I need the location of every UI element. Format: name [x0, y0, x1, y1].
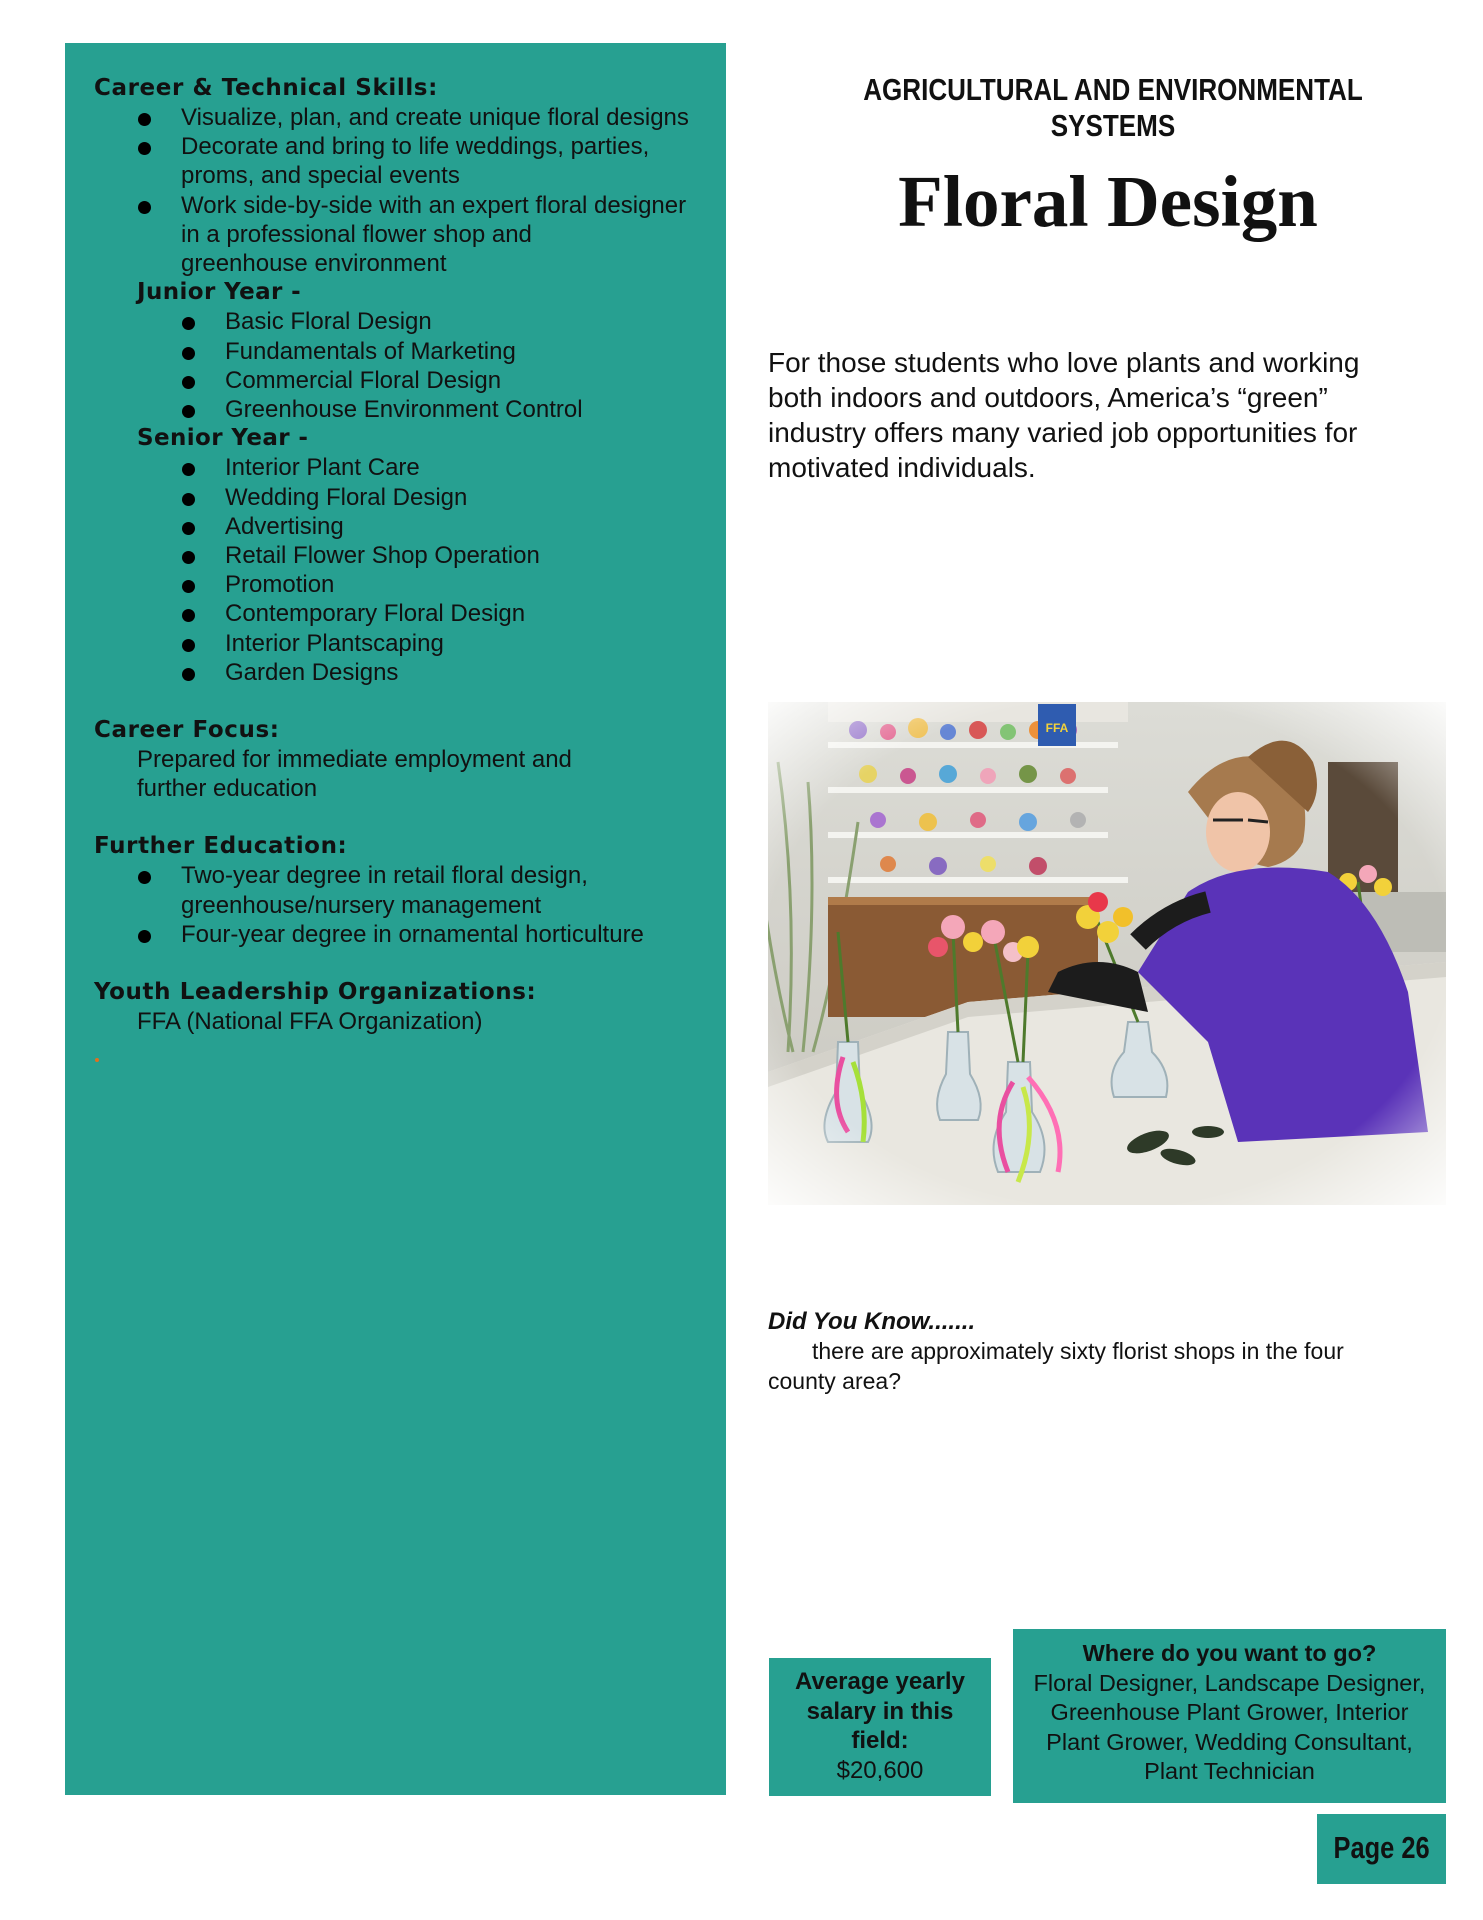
floral-student-photo	[768, 702, 1446, 1205]
youth-leadership-heading: Youth Leadership Organizations:	[94, 979, 537, 1006]
list-item: Greenhouse Environment Control	[94, 395, 700, 424]
bullet-icon	[182, 551, 195, 564]
list-item: Promotion	[94, 570, 700, 599]
senior-year-heading: Senior Year -	[137, 425, 309, 452]
list-item: Garden Designs	[94, 658, 700, 687]
bullet-icon	[182, 405, 195, 418]
page-number: Page 26	[1333, 1830, 1430, 1865]
list-item: Four-year degree in ornamental horticulture	[94, 920, 700, 949]
cluster-heading: AGRICULTURAL AND ENVIRONMENTAL SYSTEMS	[863, 72, 1363, 143]
list-item: Decorate and bring to life weddings, parties, proms, and special events	[94, 132, 700, 190]
salary-label: Average yearly salary in this field:	[795, 1668, 965, 1754]
list-item: Wedding Floral Design	[94, 483, 700, 512]
list-item: Visualize, plan, and create unique floral designs	[94, 103, 700, 132]
youth-leadership-text: FFA (National FFA Organization)	[137, 1008, 483, 1036]
salary-box	[769, 1658, 991, 1796]
career-skills-heading: Career & Technical Skills:	[94, 75, 438, 101]
page-title: Floral Design	[898, 161, 1318, 242]
bullet-icon	[182, 317, 195, 330]
bullet-icon	[138, 871, 151, 884]
bullet-icon	[182, 639, 195, 652]
stray-mark	[95, 1058, 99, 1062]
list-item: Basic Floral Design	[94, 307, 700, 336]
list-item: Commercial Floral Design	[94, 366, 700, 395]
list-item: Interior Plant Care	[94, 453, 700, 482]
career-focus-heading: Career Focus:	[94, 717, 280, 744]
bullet-icon	[138, 930, 151, 943]
bullet-icon	[138, 142, 151, 155]
list-item: Two-year degree in retail floral design, greenhouse/nursery management	[94, 861, 700, 919]
list-item: Advertising	[94, 512, 700, 541]
bullet-icon	[138, 201, 151, 214]
junior-year-heading: Junior Year -	[137, 279, 302, 306]
did-you-know-heading: Did You Know.......	[768, 1308, 976, 1335]
list-item: Work side-by-side with an expert floral designer in a professional flower shop and greenhouse environment	[94, 191, 700, 279]
bullet-icon	[182, 493, 195, 506]
intro-paragraph: For those students who love plants and working both indoors and outdoors, America’s “green” industry offers many varied job opportunities for motivated individuals.	[768, 347, 1360, 483]
salary-value: $20,600	[836, 1756, 924, 1784]
junior-courses-list	[94, 307, 700, 424]
career-focus-text: Prepared for immediate employment and further education	[137, 746, 572, 803]
senior-courses-list	[94, 453, 700, 687]
bullet-icon	[182, 609, 195, 622]
where-question: Where do you want to go?	[1082, 1640, 1377, 1666]
list-item: Interior Plantscaping	[94, 629, 700, 658]
did-you-know-text: there are approximately sixty florist shops in the four county area?	[768, 1338, 1344, 1394]
bullet-icon	[182, 668, 195, 681]
bullet-icon	[182, 463, 195, 476]
career-info-panel	[65, 43, 726, 1795]
list-item: Contemporary Floral Design	[94, 599, 700, 628]
bullet-icon	[182, 522, 195, 535]
bullet-icon	[182, 580, 195, 593]
career-destinations-box: Where do you want to go? Floral Designer, Landscape Designer, Greenhouse Plant Grower, Interior Plant Grower, Wedding Consultant, Plant Technician	[1013, 1629, 1446, 1803]
career-skills-list	[94, 103, 700, 278]
page-number-box	[1317, 1814, 1446, 1884]
bullet-icon	[138, 113, 151, 126]
bullet-icon	[182, 347, 195, 360]
bullet-icon	[182, 376, 195, 389]
list-item: Fundamentals of Marketing	[94, 337, 700, 366]
further-education-list	[94, 861, 700, 949]
list-item: Retail Flower Shop Operation	[94, 541, 700, 570]
further-education-heading: Further Education:	[94, 833, 348, 860]
